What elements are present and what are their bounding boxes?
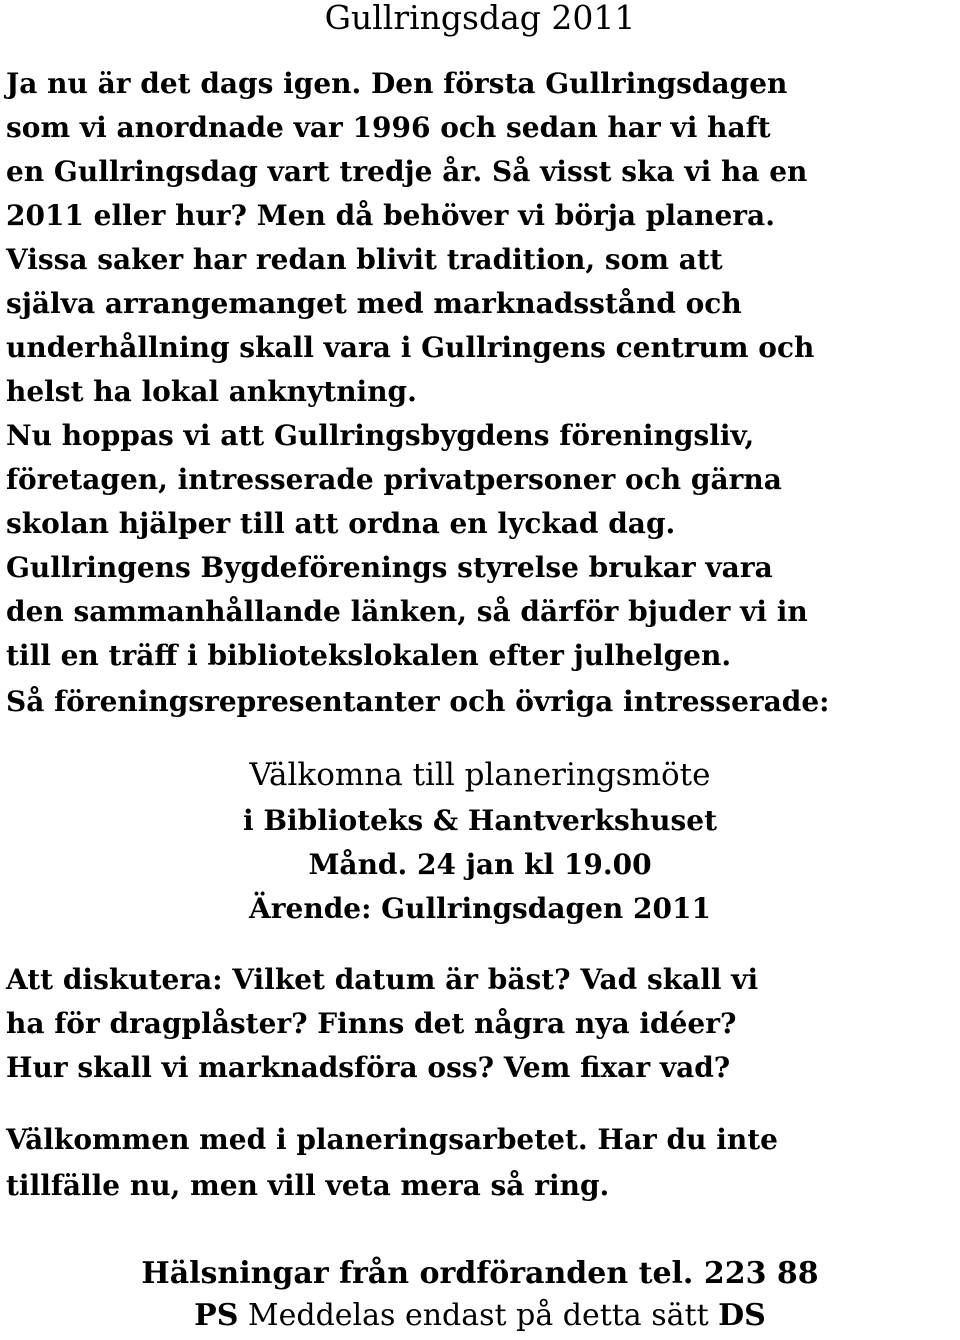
intro-line: skolan hjälper till att ordna en lyckad dag. bbox=[6, 507, 676, 540]
ps-text: Meddelas endast på detta sätt bbox=[238, 1298, 719, 1333]
intro-line: som vi anordnade var 1996 och sedan har vi haft bbox=[6, 111, 771, 144]
intro-line: underhållning skall vara i Gullringens centrum och bbox=[6, 331, 815, 364]
signature-greeting: Hälsningar från ordföranden tel. 223 88 bbox=[141, 1256, 819, 1291]
intro-line: helst ha lokal anknytning. bbox=[6, 375, 417, 408]
intro-line: Ja nu är det dags igen. Den första Gullringsdagen bbox=[6, 67, 788, 100]
intro-line: Nu hoppas vi att Gullringsbygdens föreningsliv, bbox=[6, 419, 755, 452]
invitation-welcome: Välkomna till planeringsmöte bbox=[249, 757, 711, 793]
ps-close: DS bbox=[718, 1298, 766, 1333]
invitation-datetime: Månd. 24 jan kl 19.00 bbox=[308, 848, 652, 881]
postscript-line bbox=[0, 1296, 960, 1336]
intro-line: Så föreningsrepresentanter och övriga intresserade: bbox=[6, 685, 830, 718]
discussion-line: Att diskutera: Vilket datum är bäst? Vad skall vi bbox=[6, 963, 759, 996]
invitation-subject: Ärende: Gullringsdagen 2011 bbox=[249, 892, 711, 925]
intro-line: en Gullringsdag vart tredje år. Så visst ska vi ha en bbox=[6, 155, 808, 188]
intro-line: den sammanhållande länken, så därför bjuder vi in bbox=[6, 595, 808, 628]
intro-line: 2011 eller hur? Men då behöver vi börja planera. bbox=[6, 199, 775, 232]
intro-line: Vissa saker har redan blivit tradition, som att bbox=[6, 243, 723, 276]
discussion-line: ha för dragplåster? Finns det några nya idéer? bbox=[6, 1007, 737, 1040]
invitation-venue: i Biblioteks & Hantverkshuset bbox=[242, 804, 718, 837]
document-title: Gullringsdag 2011 bbox=[324, 0, 636, 37]
closing-line: Välkommen med i planeringsarbetet. Har du inte bbox=[6, 1123, 778, 1156]
intro-line: Gullringens Bygdeförenings styrelse brukar vara bbox=[6, 551, 773, 584]
intro-line: till en träff i bibliotekslokalen efter julhelgen. bbox=[6, 639, 732, 672]
intro-line: företagen, intresserade privatpersoner och gärna bbox=[6, 463, 782, 496]
ps-open: PS bbox=[194, 1298, 239, 1333]
intro-line: själva arrangemanget med marknadsstånd och bbox=[6, 287, 742, 320]
discussion-line: Hur skall vi marknadsföra oss? Vem fixar vad? bbox=[6, 1051, 731, 1084]
closing-line: tillfälle nu, men vill veta mera så ring. bbox=[6, 1169, 610, 1202]
